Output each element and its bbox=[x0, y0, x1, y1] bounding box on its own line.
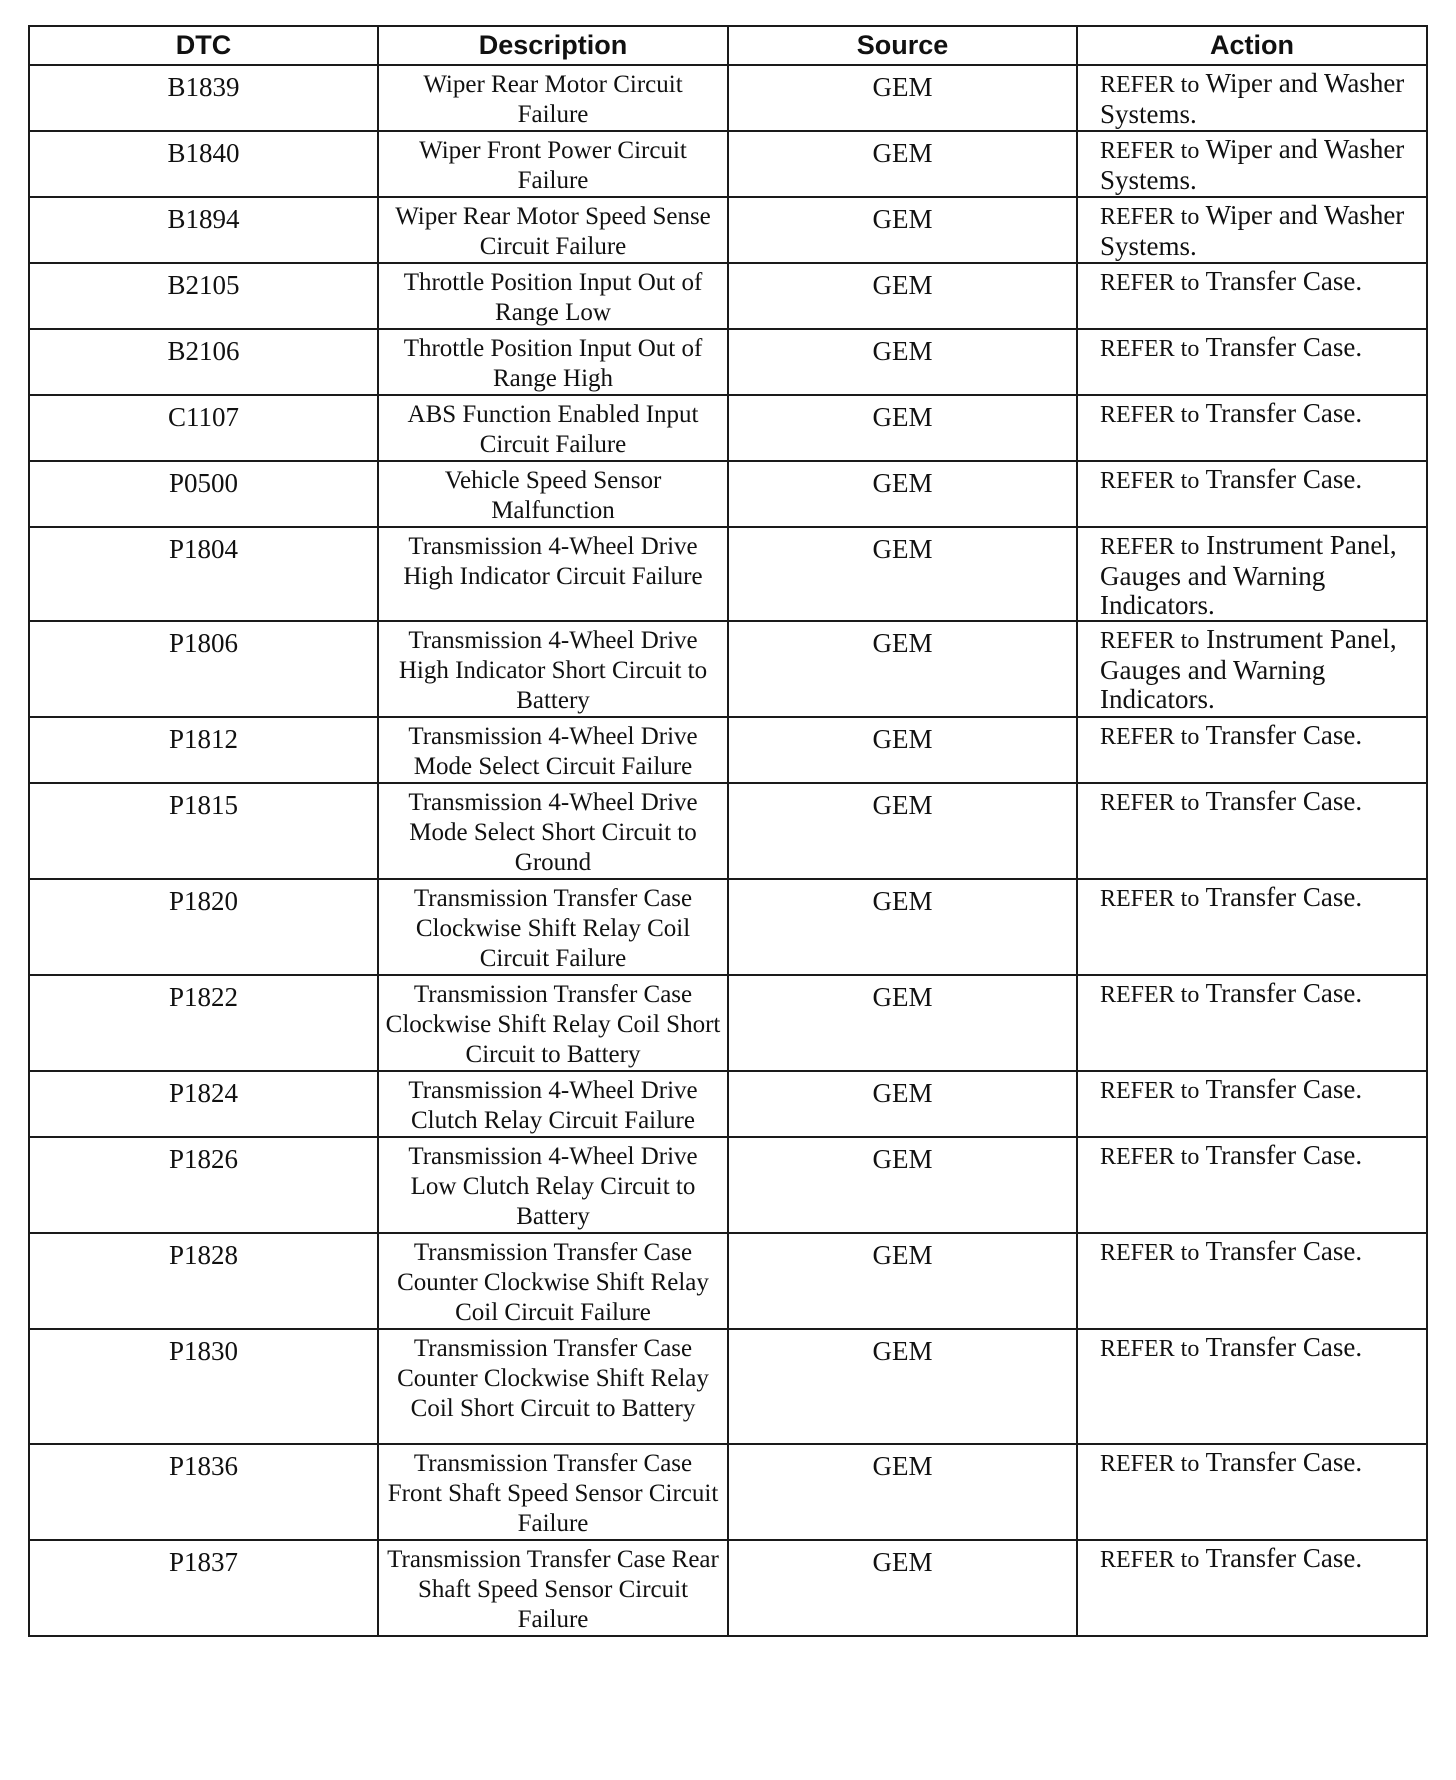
source-cell: GEM bbox=[728, 329, 1077, 395]
dtc-code-cell: P1820 bbox=[29, 879, 378, 975]
action-cell bbox=[1077, 461, 1427, 527]
description-cell: Transmission 4-Wheel Drive Mode Select Circuit Failure bbox=[378, 717, 728, 783]
dtc-code-cell: P1804 bbox=[29, 527, 378, 621]
source-cell: GEM bbox=[728, 1540, 1077, 1636]
action-target-text: Transfer Case. bbox=[1205, 1074, 1363, 1104]
action-target-text: Transfer Case. bbox=[1205, 1447, 1363, 1477]
dtc-code-cell: P1828 bbox=[29, 1233, 378, 1329]
action-target-text: Instrument Panel, Gauges and Warning Indicators. bbox=[1100, 530, 1397, 620]
action-refer-text: REFER to bbox=[1100, 1547, 1200, 1573]
dtc-code-cell: P1815 bbox=[29, 783, 378, 879]
dtc-code-cell: B1840 bbox=[29, 131, 378, 197]
action-target-text: Wiper and Washer Systems. bbox=[1100, 134, 1405, 195]
table-body bbox=[29, 65, 1427, 1636]
description-cell: Transmission 4-Wheel Drive Low Clutch Relay Circuit to Battery bbox=[378, 1137, 728, 1233]
action-target-text: Transfer Case. bbox=[1205, 1332, 1363, 1362]
table-row bbox=[29, 879, 1427, 975]
action-refer-text: REFER to bbox=[1100, 72, 1200, 98]
action-target-text: Transfer Case. bbox=[1205, 978, 1363, 1008]
table-row bbox=[29, 263, 1427, 329]
description-cell: Transmission 4-Wheel Drive High Indicator Circuit Failure bbox=[378, 527, 728, 621]
source-cell: GEM bbox=[728, 263, 1077, 329]
dtc-code-cell: P1836 bbox=[29, 1444, 378, 1540]
source-cell: GEM bbox=[728, 527, 1077, 621]
source-cell: GEM bbox=[728, 395, 1077, 461]
table-row bbox=[29, 1233, 1427, 1329]
source-cell: GEM bbox=[728, 717, 1077, 783]
action-refer-text: REFER to bbox=[1100, 724, 1200, 750]
dtc-code-cell: P1830 bbox=[29, 1329, 378, 1444]
dtc-code-cell: P1837 bbox=[29, 1540, 378, 1636]
action-target-text: Wiper and Washer Systems. bbox=[1100, 68, 1405, 129]
table-row bbox=[29, 975, 1427, 1071]
action-target-text: Transfer Case. bbox=[1205, 398, 1363, 428]
action-target-text: Transfer Case. bbox=[1205, 332, 1363, 362]
action-cell bbox=[1077, 263, 1427, 329]
action-refer-text: REFER to bbox=[1100, 1078, 1200, 1104]
source-cell: GEM bbox=[728, 1071, 1077, 1137]
description-cell: Throttle Position Input Out of Range High bbox=[378, 329, 728, 395]
source-cell: GEM bbox=[728, 65, 1077, 131]
action-target-text: Transfer Case. bbox=[1205, 786, 1363, 816]
source-cell: GEM bbox=[728, 1329, 1077, 1444]
action-refer-text: REFER to bbox=[1100, 204, 1200, 230]
action-cell bbox=[1077, 975, 1427, 1071]
action-refer-text: REFER to bbox=[1100, 1144, 1200, 1170]
action-refer-text: REFER to bbox=[1100, 628, 1200, 654]
dtc-code-cell: P1806 bbox=[29, 621, 378, 717]
action-refer-text: REFER to bbox=[1100, 790, 1200, 816]
table-row bbox=[29, 1329, 1427, 1444]
action-target-text: Transfer Case. bbox=[1205, 464, 1363, 494]
action-target-text: Wiper and Washer Systems. bbox=[1100, 200, 1405, 261]
action-cell bbox=[1077, 1071, 1427, 1137]
description-cell: Transmission Transfer Case Front Shaft Speed Sensor Circuit Failure bbox=[378, 1444, 728, 1540]
action-cell bbox=[1077, 527, 1427, 621]
source-cell: GEM bbox=[728, 1444, 1077, 1540]
action-target-text: Transfer Case. bbox=[1205, 1543, 1363, 1573]
action-cell bbox=[1077, 783, 1427, 879]
action-target-text: Transfer Case. bbox=[1205, 1140, 1363, 1170]
table-row bbox=[29, 131, 1427, 197]
header-dtc: DTC bbox=[29, 26, 378, 65]
action-refer-text: REFER to bbox=[1100, 1336, 1200, 1362]
action-cell bbox=[1077, 879, 1427, 975]
action-refer-text: REFER to bbox=[1100, 468, 1200, 494]
action-cell bbox=[1077, 131, 1427, 197]
action-target-text: Transfer Case. bbox=[1205, 266, 1363, 296]
description-cell: Wiper Front Power Circuit Failure bbox=[378, 131, 728, 197]
table-header bbox=[29, 26, 1427, 65]
action-cell bbox=[1077, 1444, 1427, 1540]
header-source: Source bbox=[728, 26, 1077, 65]
description-cell: Transmission 4-Wheel Drive High Indicator Short Circuit to Battery bbox=[378, 621, 728, 717]
action-target-text: Transfer Case. bbox=[1205, 882, 1363, 912]
action-refer-text: REFER to bbox=[1100, 886, 1200, 912]
action-cell bbox=[1077, 1233, 1427, 1329]
dtc-code-cell: P1812 bbox=[29, 717, 378, 783]
description-cell: Transmission 4-Wheel Drive Clutch Relay Circuit Failure bbox=[378, 1071, 728, 1137]
description-cell: Throttle Position Input Out of Range Low bbox=[378, 263, 728, 329]
description-cell: Transmission 4-Wheel Drive Mode Select Short Circuit to Ground bbox=[378, 783, 728, 879]
source-cell: GEM bbox=[728, 621, 1077, 717]
action-refer-text: REFER to bbox=[1100, 138, 1200, 164]
dtc-code-cell: P1824 bbox=[29, 1071, 378, 1137]
action-target-text: Instrument Panel, Gauges and Warning Indicators. bbox=[1100, 624, 1397, 714]
action-refer-text: REFER to bbox=[1100, 982, 1200, 1008]
dtc-code-cell: B2106 bbox=[29, 329, 378, 395]
table-row bbox=[29, 461, 1427, 527]
source-cell: GEM bbox=[728, 879, 1077, 975]
table-row bbox=[29, 329, 1427, 395]
action-refer-text: REFER to bbox=[1100, 402, 1200, 428]
source-cell: GEM bbox=[728, 461, 1077, 527]
action-refer-text: REFER to bbox=[1100, 336, 1200, 362]
description-cell: Transmission Transfer Case Rear Shaft Speed Sensor Circuit Failure bbox=[378, 1540, 728, 1636]
action-cell bbox=[1077, 1540, 1427, 1636]
dtc-table bbox=[28, 25, 1428, 1637]
action-cell bbox=[1077, 621, 1427, 717]
dtc-code-cell: C1107 bbox=[29, 395, 378, 461]
table-row bbox=[29, 1540, 1427, 1636]
source-cell: GEM bbox=[728, 131, 1077, 197]
table-row bbox=[29, 717, 1427, 783]
action-cell bbox=[1077, 1137, 1427, 1233]
table-row bbox=[29, 1137, 1427, 1233]
description-cell: Wiper Rear Motor Speed Sense Circuit Failure bbox=[378, 197, 728, 263]
action-cell bbox=[1077, 329, 1427, 395]
dtc-code-cell: B1894 bbox=[29, 197, 378, 263]
action-cell bbox=[1077, 65, 1427, 131]
action-target-text: Transfer Case. bbox=[1205, 1236, 1363, 1266]
action-cell bbox=[1077, 197, 1427, 263]
source-cell: GEM bbox=[728, 1233, 1077, 1329]
source-cell: GEM bbox=[728, 1137, 1077, 1233]
action-refer-text: REFER to bbox=[1100, 534, 1200, 560]
table-row bbox=[29, 783, 1427, 879]
action-refer-text: REFER to bbox=[1100, 1240, 1200, 1266]
table-row bbox=[29, 65, 1427, 131]
description-cell: Transmission Transfer Case Clockwise Shift Relay Coil Circuit Failure bbox=[378, 879, 728, 975]
header-description: Description bbox=[378, 26, 728, 65]
action-target-text: Transfer Case. bbox=[1205, 720, 1363, 750]
dtc-code-cell: B2105 bbox=[29, 263, 378, 329]
action-cell bbox=[1077, 717, 1427, 783]
source-cell: GEM bbox=[728, 197, 1077, 263]
description-cell: Transmission Transfer Case Clockwise Shift Relay Coil Short Circuit to Battery bbox=[378, 975, 728, 1071]
table-row bbox=[29, 197, 1427, 263]
action-refer-text: REFER to bbox=[1100, 1451, 1200, 1477]
dtc-code-cell: P0500 bbox=[29, 461, 378, 527]
table-row bbox=[29, 527, 1427, 621]
description-cell: ABS Function Enabled Input Circuit Failure bbox=[378, 395, 728, 461]
description-cell: Transmission Transfer Case Counter Clockwise Shift Relay Coil Short Circuit to Battery bbox=[378, 1329, 728, 1444]
table-row bbox=[29, 395, 1427, 461]
source-cell: GEM bbox=[728, 783, 1077, 879]
action-refer-text: REFER to bbox=[1100, 270, 1200, 296]
table-row bbox=[29, 1071, 1427, 1137]
header-action: Action bbox=[1077, 26, 1427, 65]
description-cell: Vehicle Speed Sensor Malfunction bbox=[378, 461, 728, 527]
table-row bbox=[29, 621, 1427, 717]
dtc-code-cell: P1822 bbox=[29, 975, 378, 1071]
action-cell bbox=[1077, 1329, 1427, 1444]
action-cell bbox=[1077, 395, 1427, 461]
header-row bbox=[29, 26, 1427, 65]
dtc-code-cell: B1839 bbox=[29, 65, 378, 131]
table-row bbox=[29, 1444, 1427, 1540]
description-cell: Wiper Rear Motor Circuit Failure bbox=[378, 65, 728, 131]
dtc-code-cell: P1826 bbox=[29, 1137, 378, 1233]
source-cell: GEM bbox=[728, 975, 1077, 1071]
description-cell: Transmission Transfer Case Counter Clockwise Shift Relay Coil Circuit Failure bbox=[378, 1233, 728, 1329]
